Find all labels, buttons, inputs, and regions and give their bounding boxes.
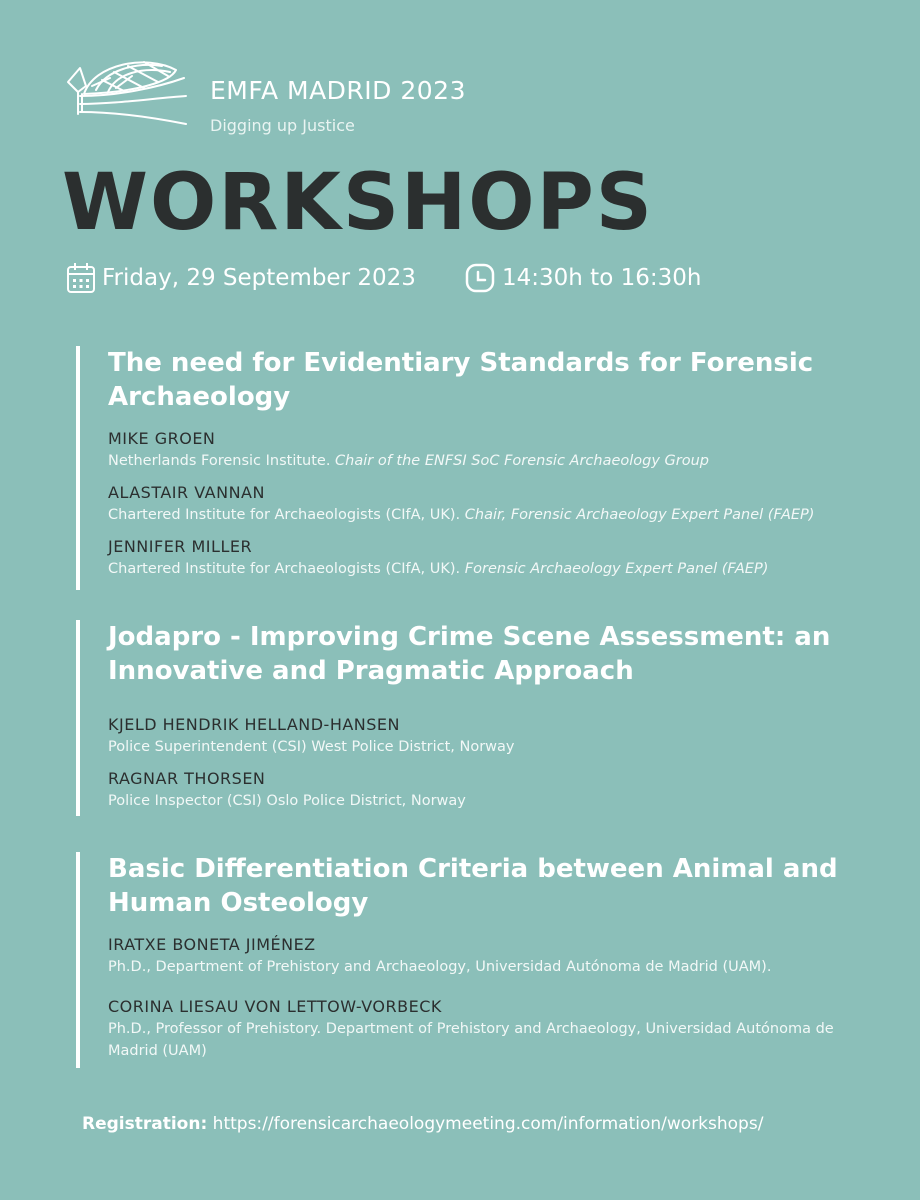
event-tagline: Digging up Justice [210, 116, 355, 135]
speaker-affiliation: Chartered Institute for Archaeologists (CIfA, UK). Chair, Forensic Archaeology Expert Panel (FAEP) [108, 507, 815, 523]
speaker-affiliation: Netherlands Forensic Institute. Chair of the ENFSI SoC Forensic Archaeology Group [108, 453, 710, 469]
speaker-affiliation: Ph.D., Professor of Prehistory. Department of Prehistory and Archaeology, Universidad Autónoma de Madrid (UAM) [108, 1021, 834, 1059]
speaker-affiliation: Police Superintendent (CSI) West Police District, Norway [108, 739, 515, 755]
speaker-name: CORINA LIESAU VON LETTOW-VORBECK [108, 997, 442, 1016]
workshop-title: Jodapro - Improving Crime Scene Assessment: an Innovative and Pragmatic Approach [108, 622, 831, 686]
workshop-1 [76, 346, 866, 590]
speaker-name: KJELD HENDRIK HELLAND-HANSEN [108, 715, 401, 734]
speaker [108, 428, 866, 472]
workshop-2 [76, 620, 866, 816]
speaker-role: Chair of the ENFSI SoC Forensic Archaeology Group [335, 453, 710, 469]
clock-icon [464, 262, 496, 294]
registration-label: Registration: [82, 1114, 208, 1134]
speaker [108, 482, 866, 526]
speaker-name: MIKE GROEN [108, 429, 216, 448]
speaker-affiliation: Police Inspector (CSI) Oslo Police District, Norway [108, 793, 466, 809]
speaker-affiliation: Ph.D., Department of Prehistory and Archaeology, Universidad Autónoma de Madrid (UAM). [108, 959, 772, 975]
registration-link[interactable]: https://forensicarchaeologymeeting.com/information/workshops/ [212, 1114, 764, 1134]
speaker [108, 996, 866, 1062]
calendar-icon [66, 262, 96, 294]
page-title: WORKSHOPS [62, 158, 654, 248]
event-date: Friday, 29 September 2023 [102, 265, 416, 291]
speaker [108, 768, 866, 812]
event-time: 14:30h to 16:30h [502, 265, 702, 291]
workshop-title: The need for Evidentiary Standards for Forensic Archaeology [108, 348, 814, 412]
speaker-affiliation: Chartered Institute for Archaeologists (CIfA, UK). Forensic Archaeology Expert Panel (FAEP) [108, 561, 769, 577]
speaker [108, 934, 866, 978]
workshop-3 [76, 852, 866, 1068]
registration-line [82, 1114, 763, 1134]
speaker-name: IRATXE BONETA JIMÉNEZ [108, 935, 316, 954]
speaker [108, 714, 866, 758]
speaker-role: Chair, Forensic Archaeology Expert Panel (FAEP) [464, 507, 815, 523]
speaker [108, 536, 866, 580]
speaker-name: JENNIFER MILLER [108, 537, 253, 556]
speaker-name: RAGNAR THORSEN [108, 769, 266, 788]
workshop-title: Basic Differentiation Criteria between Animal and Human Osteology [108, 854, 838, 918]
speaker-role: Forensic Archaeology Expert Panel (FAEP) [464, 561, 769, 577]
speaker-name: ALASTAIR VANNAN [108, 483, 265, 502]
time-info [464, 262, 701, 294]
event-title: EMFA MADRID 2023 [210, 76, 466, 105]
date-info [66, 262, 416, 294]
dome-trowel-logo [66, 52, 190, 132]
